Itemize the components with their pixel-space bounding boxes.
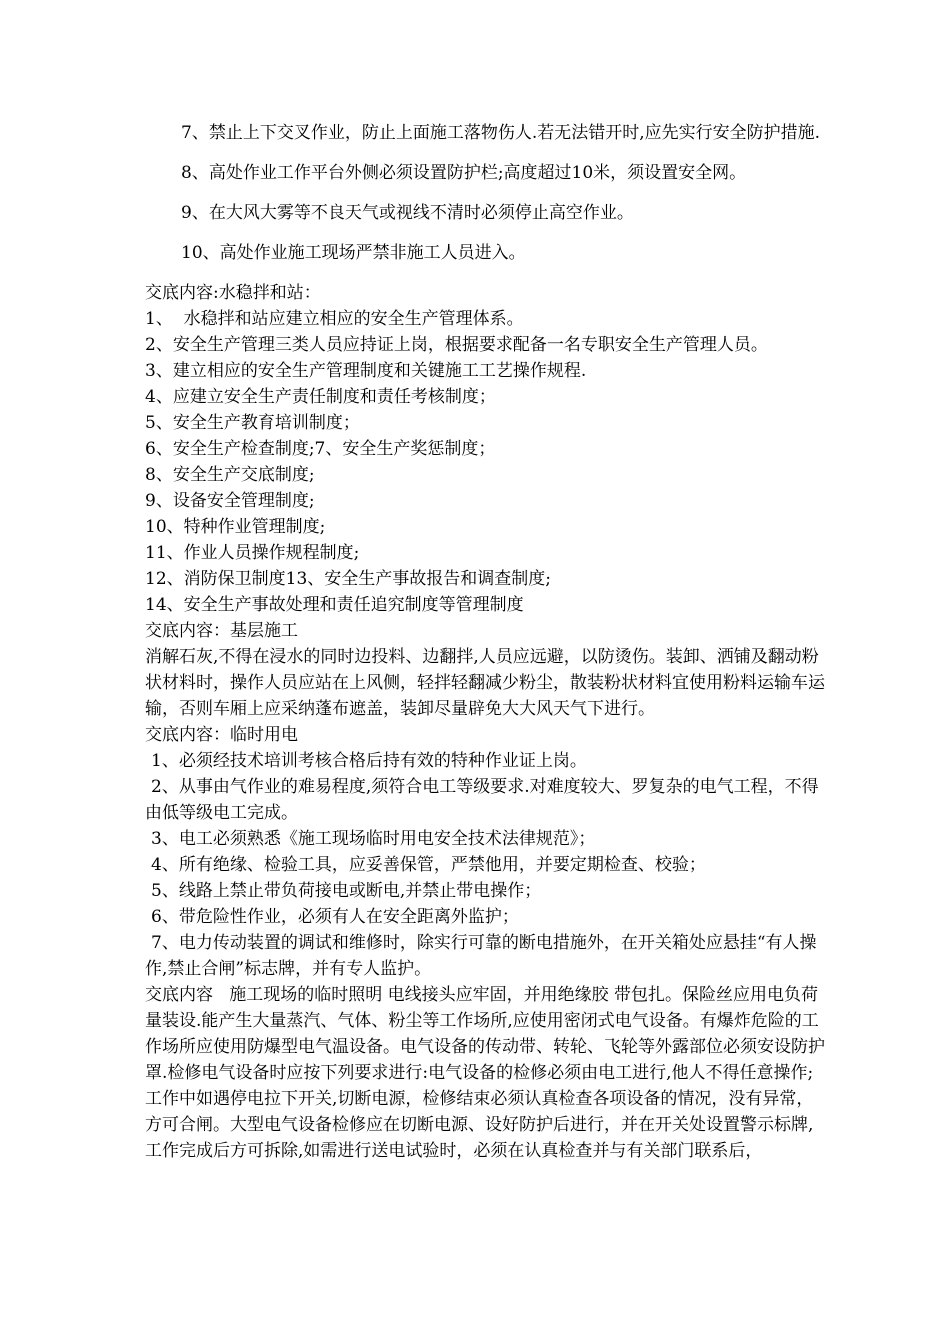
list-item: 14、安全生产事故处理和责任追究制度等管理制度 — [145, 595, 524, 615]
list-item: 9、设备安全管理制度; — [145, 491, 315, 511]
list-item: 6、带危险性作业，必须有人在安全距离外监护； — [151, 907, 519, 927]
section-heading-base-construction: 交底内容：基层施工 — [145, 621, 298, 641]
list-item: 5、安全生产教育培训制度； — [145, 413, 360, 433]
list-item: 4、所有绝缘、检验工具，应妥善保管，严禁他用，并要定期检查、校验； — [151, 855, 706, 875]
section-heading-temporary-power: 交底内容：临时用电 — [145, 725, 298, 745]
list-item: 1、必须经技术培训考核合格后持有效的特种作业证上岗。 — [151, 751, 587, 771]
list-item: 8、安全生产交底制度; — [145, 465, 315, 485]
list-item: 2、从事由气作业的难易程度,须符合电工等级要求.对难度较大、罗复杂的电气工程，不得由低等级电工完成。 — [145, 777, 819, 823]
section-heading-mixing-station: 交底内容:水稳拌和站： — [145, 283, 321, 303]
paragraph-item-9: 9、在大风大雾等不良天气或视线不清时必须停止高空作业。 — [181, 203, 634, 223]
list-item: 4、应建立安全生产责任制度和责任考核制度； — [145, 387, 496, 407]
list-item: 7、电力传动装置的调试和维修时，除实行可靠的断电措施外，在开关箱处应悬挂“有人操作,禁止合闸”标志牌，并有专人监护。 — [145, 933, 817, 979]
list-item: 6、安全生产检查制度;7、安全生产奖惩制度； — [145, 439, 496, 459]
paragraph-base-construction: 消解石灰,不得在浸水的同时边投料、边翻拌,人员应远避，以防烫伤。装卸、洒铺及翻动粉状材料时，操作人员应站在上风侧，轻拌轻翻减少粉尘，散装粉状材料宜使用粉料运输车运输，否则车厢上应采纳蓬布遮盖，装卸尽量辟免大大风天气下进行。 — [145, 647, 825, 719]
list-item: 5、线路上禁止带负荷接电或断电,并禁止带电操作； — [151, 881, 542, 901]
paragraph-item-10: 10、高处作业施工现场严禁非施工人员进入。 — [181, 243, 526, 263]
paragraph-item-7: 7、禁止上下交叉作业，防止上面施工落物伤人.若无法错开时,应先实行安全防护措施. — [181, 123, 821, 143]
list-item: 3、电工必须熟悉《施工现场临时用电安全技术法律规范》； — [151, 829, 596, 849]
list-item: 1、 水稳拌和站应建立相应的安全生产管理体系。 — [145, 309, 524, 329]
paragraph-temporary-lighting: 交底内容 施工现场的临时照明 电线接头应牢固，并用绝缘胶 带包扎。保险丝应用电负荷量装设.能产生大量蒸汽、气体、粉尘等工作场所,应使用密闭式电气设备。有爆炸危险的工作场所应使用防爆型电气温设备。电气设备的传动带、转轮、飞轮等外露部位必须安设防护罩.检修电气设备时应按下列要求进行:电气设备的检修必须由电工进行,他人不得任意操作;工作中如遇停电拉下开关,切断电源，检修结束必须认真检查各项设备的情况，没有异常，方可合闸。大型电气设备检修应在切断电源、设好防护后进行，并在开关处设置警示标牌,工作完成后方可拆除,如需进行送电试验时，必须在认真检查并与有关部门联系后， — [145, 985, 825, 1161]
list-item: 12、消防保卫制度13、安全生产事故报告和调查制度; — [145, 569, 551, 589]
list-item: 10、特种作业管理制度; — [145, 517, 326, 537]
list-item: 11、作业人员操作规程制度; — [145, 543, 360, 563]
document-page — [145, 120, 825, 1164]
list-item: 2、安全生产管理三类人员应持证上岗，根据要求配备一名专职安全生产管理人员。 — [145, 335, 768, 355]
list-item: 3、建立相应的安全生产管理制度和关键施工工艺操作规程. — [145, 361, 587, 381]
paragraph-item-8: 8、高处作业工作平台外侧必须设置防护栏;高度超过10米，须设置安全网。 — [181, 163, 747, 183]
